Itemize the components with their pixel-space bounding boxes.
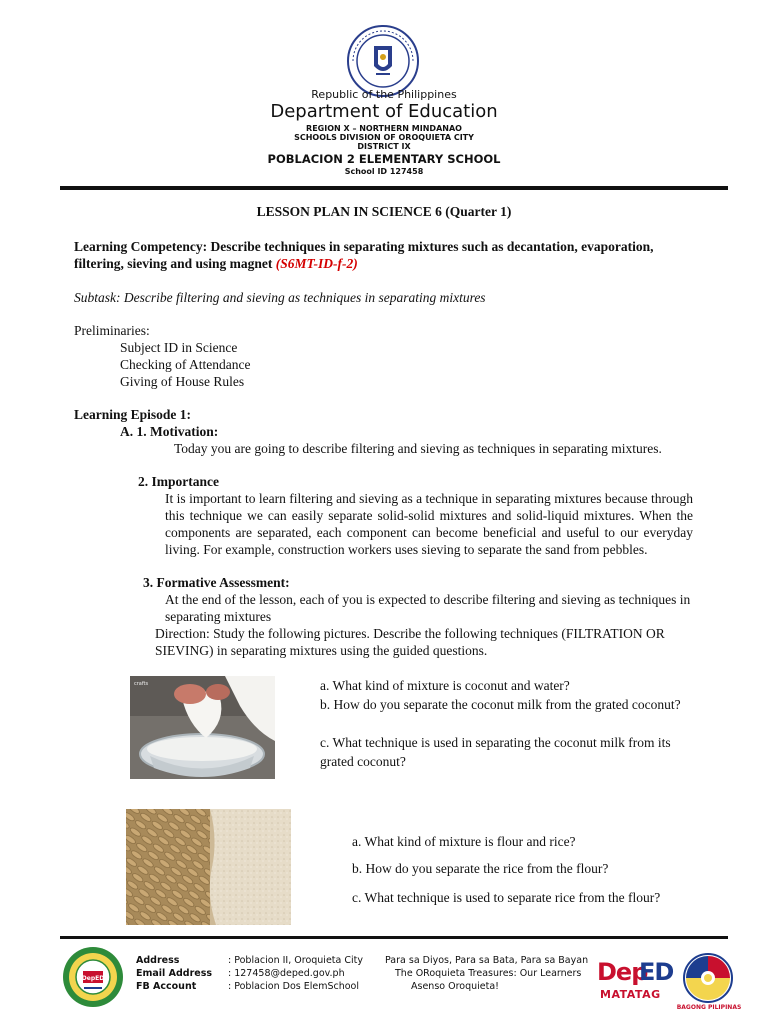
- rice-flour-image: [126, 809, 291, 925]
- competency-label: Learning Competency: Describe techniques in separating mixtures such as decantation, evaporation, filtering, sieving and using magnet: [74, 239, 654, 271]
- preliminaries-item: Checking of Attendance: [120, 357, 251, 372]
- episode-heading: Learning Episode 1:: [74, 407, 192, 422]
- svg-text:Dep: Dep: [597, 958, 648, 986]
- lesson-title: LESSON PLAN IN SCIENCE 6 (Quarter 1): [256, 204, 512, 219]
- motto-line-3: Asenso Oroquieta!: [411, 981, 499, 992]
- address-label: Address: [136, 955, 180, 966]
- rice-question-c: c. What technique is used to separate rice from the flour?: [352, 890, 661, 905]
- competency-code: (S6MT-ID-f-2): [275, 256, 358, 271]
- motivation-text: Today you are going to describe filtering and sieving as techniques in separating mixtures.: [174, 441, 662, 456]
- preliminaries-item: Giving of House Rules: [120, 374, 245, 389]
- coconut-milk-image: [130, 676, 275, 779]
- subtask: Subtask: Describe filtering and sieving as techniques in separating mixtures: [74, 290, 486, 305]
- bagong-pilipinas-label: BAGONG PILIPINAS: [676, 1004, 742, 1011]
- republic-text: Republic of the Philippines: [311, 88, 457, 101]
- svg-text:DepED: DepED: [81, 975, 105, 982]
- fb-label: FB Account: [136, 981, 197, 992]
- coconut-question-c: c. What technique is used in separating the coconut milk from its grated coconut?: [320, 735, 671, 769]
- svg-text:ED: ED: [639, 958, 674, 986]
- department-title: Department of Education: [270, 101, 498, 122]
- coconut-question-b: b. How do you separate the coconut milk from the grated coconut?: [320, 697, 681, 712]
- region-text: REGION X – NORTHERN MINDANAO: [306, 124, 462, 133]
- assessment-heading: 3. Formative Assessment:: [143, 575, 290, 590]
- preliminaries-item: Subject ID in Science: [120, 340, 238, 355]
- deped-seal: [346, 24, 420, 98]
- motto-line-2: The ORoquieta Treasures: Our Learners: [395, 968, 582, 979]
- address-value: : Poblacion II, Oroquieta City: [228, 955, 363, 966]
- school-id: School ID 127458: [344, 167, 424, 176]
- motivation-heading: A. 1. Motivation:: [120, 424, 219, 439]
- rice-question-a: a. What kind of mixture is flour and rice?: [352, 834, 576, 849]
- importance-text: It is important to learn filtering and sieving as a technique in separating mixtures because through this technique we can easily separate solid-solid mixtures and solid-liquid mixtures. When the components are separated, each component can become beneficial and useful to our everyday living. For example, construction workers uses sieving to separate the sand from pebbles.: [165, 491, 693, 557]
- rice-question-b: b. How do you separate the rice from the flour?: [352, 861, 609, 876]
- preliminaries-heading: Preliminaries:: [74, 323, 150, 338]
- email-value[interactable]: : 127458@deped.gov.ph: [228, 968, 345, 979]
- matatag-label: MATATAG: [600, 988, 661, 1001]
- fb-value[interactable]: : Poblacion Dos ElemSchool: [228, 981, 360, 992]
- deped-logo: [597, 956, 674, 986]
- bagong-pilipinas-logo: [682, 952, 734, 1004]
- coconut-question-a: a. What kind of mixture is coconut and water?: [320, 678, 570, 693]
- email-label: Email Address: [136, 968, 213, 979]
- header-divider: [60, 186, 728, 190]
- school-logo: [62, 946, 124, 1008]
- footer-divider: [60, 936, 728, 939]
- district-text: DISTRICT IX: [357, 142, 411, 151]
- assessment-text: At the end of the lesson, each of you is expected to describe filtering and sieving as techniques in separating mixtures: [165, 592, 691, 624]
- learning-competency: [74, 238, 704, 272]
- image-watermark: crafts: [134, 681, 149, 687]
- motto-line-1: Para sa Diyos, Para sa Bata, Para sa Bayan: [385, 955, 589, 966]
- division-text: SCHOOLS DIVISION OF OROQUIETA CITY: [294, 133, 474, 142]
- importance-heading: 2. Importance: [138, 474, 219, 489]
- school-name: POBLACION 2 ELEMENTARY SCHOOL: [267, 152, 501, 166]
- direction-text: Direction: Study the following pictures. Describe the following techniques (FILTRATION OR SIEVING) in separating mixtures using the guided questions.: [155, 626, 665, 658]
